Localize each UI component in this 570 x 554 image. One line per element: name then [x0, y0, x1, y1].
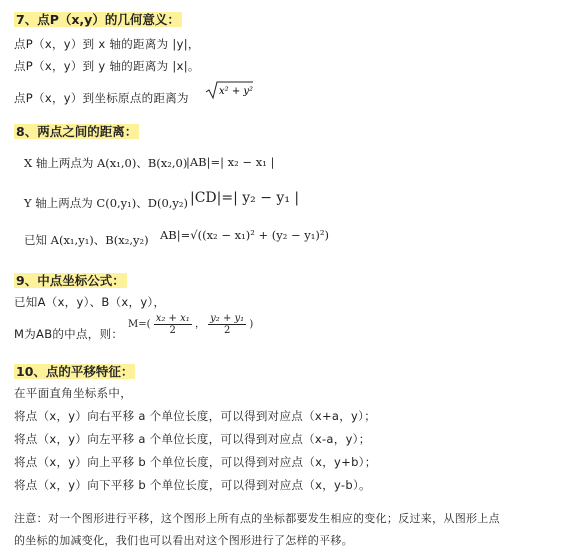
fraction-y-numerator: y₂ + y₁ [210, 313, 245, 324]
section-8-title-text: 8、两点之间的距离： [16, 124, 138, 139]
s9-line-2: M为AB的中点，则： [14, 327, 124, 341]
s7-line-1: 点P（x，y）到 x 轴的距离为 |y|， [14, 37, 200, 51]
s10-line-5: 将点（x，y）向下平移 b 个单位长度，可以得到对应点（x，y-b）。 [14, 478, 371, 492]
s7-distance-formula [205, 80, 255, 103]
midpoint-m: M=( [128, 319, 151, 330]
s8-x-axis-formula: |AB|=| x₂ − x₁ | [186, 155, 275, 169]
s8-x-axis-label: X 轴上两点为 A(x₁,0)、B(x₂,0) [24, 156, 188, 170]
fraction-x [154, 313, 192, 336]
note-line-2: 的坐标的加减变化，我们也可以看出对这个图形进行了怎样的平移。 [14, 534, 353, 547]
s10-line-1: 在平面直角坐标系中， [14, 386, 132, 400]
s8-y-axis-formula: |CD|=| y₂ − y₁ | [190, 190, 300, 206]
s8-general-formula: AB|=√((x₂ − x₁)² + (y₂ − y₁)²) [160, 228, 329, 242]
note-line-1: 注意：对一个图形进行平移，这个图形上所有点的坐标都要发生相应的变化；反过来，从图形上点 [14, 512, 500, 525]
section-10-title [14, 362, 135, 380]
section-9-title-text: 9、中点坐标公式： [16, 273, 125, 288]
s10-line-2: 将点（x，y）向右平移 a 个单位长度，可以得到对应点（x+a，y）； [14, 409, 377, 423]
midpoint-close: ) [249, 319, 254, 330]
section-7-title-text: 7、点P（x,y）的几何意义： [16, 12, 180, 27]
s10-line-4: 将点（x，y）向上平移 b 个单位长度，可以得到对应点（x，y+b）； [14, 455, 377, 469]
section-8-title [14, 122, 139, 140]
fraction-x-denominator: 2 [169, 325, 176, 336]
s9-midpoint-formula [128, 313, 253, 336]
sqrt-formula-svg [205, 80, 255, 100]
s8-y-axis-label: Y 轴上两点为 C(0,y₁)、D(0,y₂) [24, 196, 189, 210]
s7-line-2: 点P（x，y）到 y 轴的距离为 |x|。 [14, 59, 200, 73]
fraction-y-denominator: 2 [223, 325, 231, 336]
s8-general-label: 已知 A(x₁,y₁)、B(x₂,y₂) [24, 233, 149, 247]
midpoint-comma: ， [194, 319, 205, 330]
fraction-x-numerator: x₂ + x₁ [155, 313, 190, 324]
section-7-title [14, 10, 182, 28]
fraction-y [208, 313, 246, 336]
s7-line-3: 点P（x，y）到坐标原点的距离为 [14, 91, 189, 105]
s10-line-3: 将点（x，y）向左平移 a 个单位长度，可以得到对应点（x-a，y）； [14, 432, 371, 446]
s9-line-1: 已知A（x，y）、B（x，y）， [14, 295, 166, 309]
section-9-title [14, 271, 127, 289]
sqrt-radicand: x² + y² [219, 86, 254, 97]
section-10-title-text: 10、点的平移特征： [16, 364, 134, 379]
